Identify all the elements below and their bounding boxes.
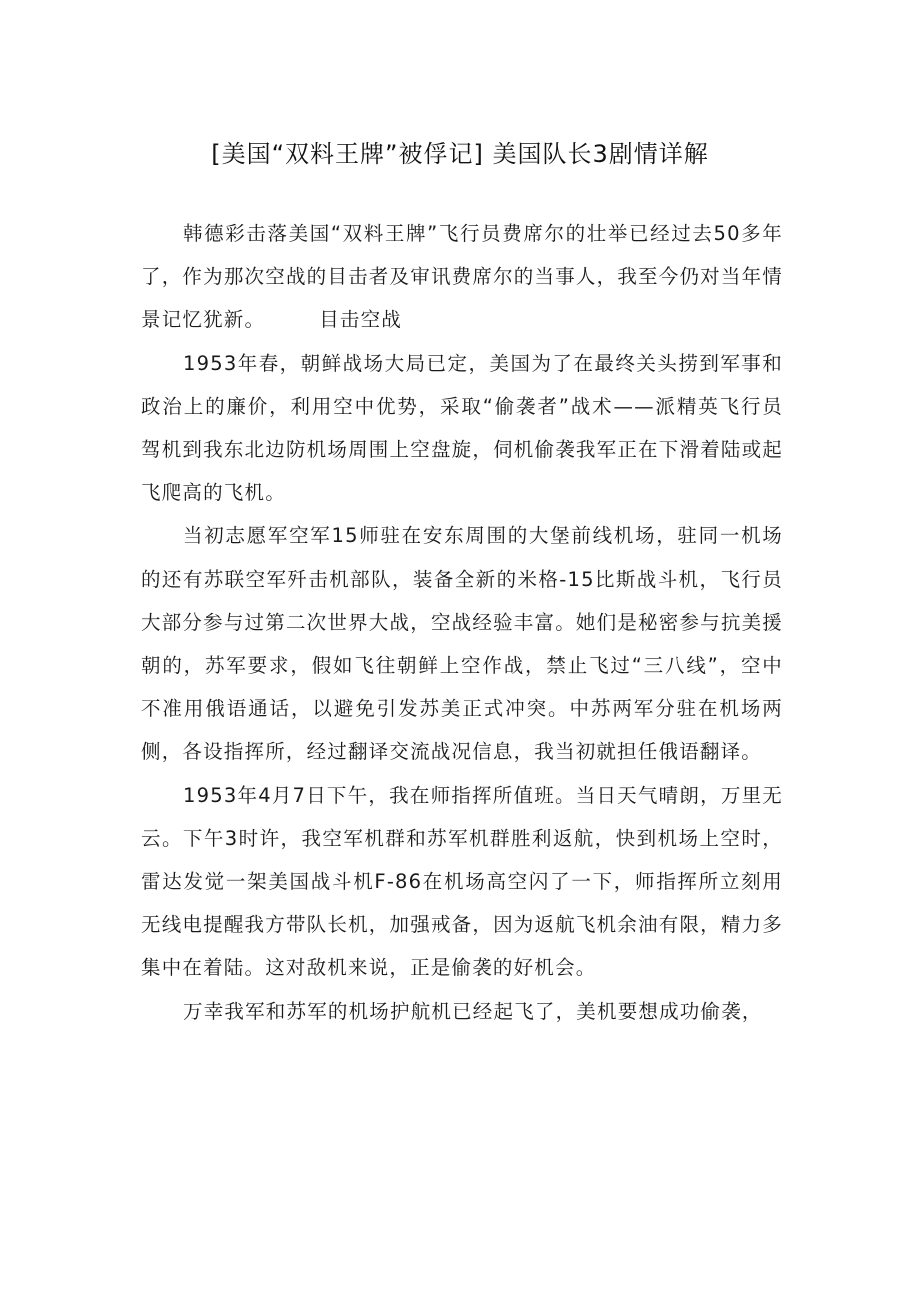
paragraph: 万幸我军和苏军的机场护航机已经起飞了，美机要想成功偷袭， — [183, 999, 763, 1023]
paragraph-text: 韩德彩击落美国“双料王牌”飞行员费席尔的壮举已经过去50多年了，作为那次空战的目击者及审讯费席尔的当事人，我至今仍对当年情景记忆犹新。 — [141, 222, 783, 332]
paragraph: 当初志愿军空军15师驻在安东周围的大堡前线机场，驻同一机场的还有苏联空军歼击机部队，装备全新的米格-15比斯战斗机，飞行员大部分参与过第二次世界大战，空战经验丰富。她们是秘密参与抗美援朝的，苏军要求，假如飞往朝鲜上空作战，禁止飞过“三八线”，空中不准用俄语通话，以避免引发苏美正式冲突。中苏两军分驻在机场两侧，各设指挥所，经过翻译交流战况信息，我当初就担任俄语翻译。 — [141, 524, 783, 764]
document-body — [141, 212, 783, 1033]
section-heading-eyewitness: 目击空战 — [319, 308, 403, 332]
paragraph: 1953年春，朝鲜战场大局已定，美国为了在最终关头捞到军事和政治上的廉价，利用空中优势，采取“偷袭者”战术——派精英飞行员驾机到我东北边防机场周围上空盘旋，伺机偷袭我军正在下滑着陆或起飞爬高的飞机。 — [141, 351, 783, 505]
document-title: [美国“双料王牌”被俘记] 美国队长3剧情详解 — [211, 140, 709, 169]
paragraph-intro — [141, 212, 783, 342]
paragraph: 1953年4月7日下午，我在师指挥所值班。当日天气晴朗，万里无云。下午3时许，我空军机群和苏军机群胜利返航，快到机场上空时，雷达发觉一架美国战斗机F-86在机场高空闪了一下，师指挥所立刻用无线电提醒我方带队长机，加强戒备，因为返航飞机余油有限，精力多集中在着陆。这对敌机来说，正是偷袭的好机会。 — [141, 783, 783, 980]
